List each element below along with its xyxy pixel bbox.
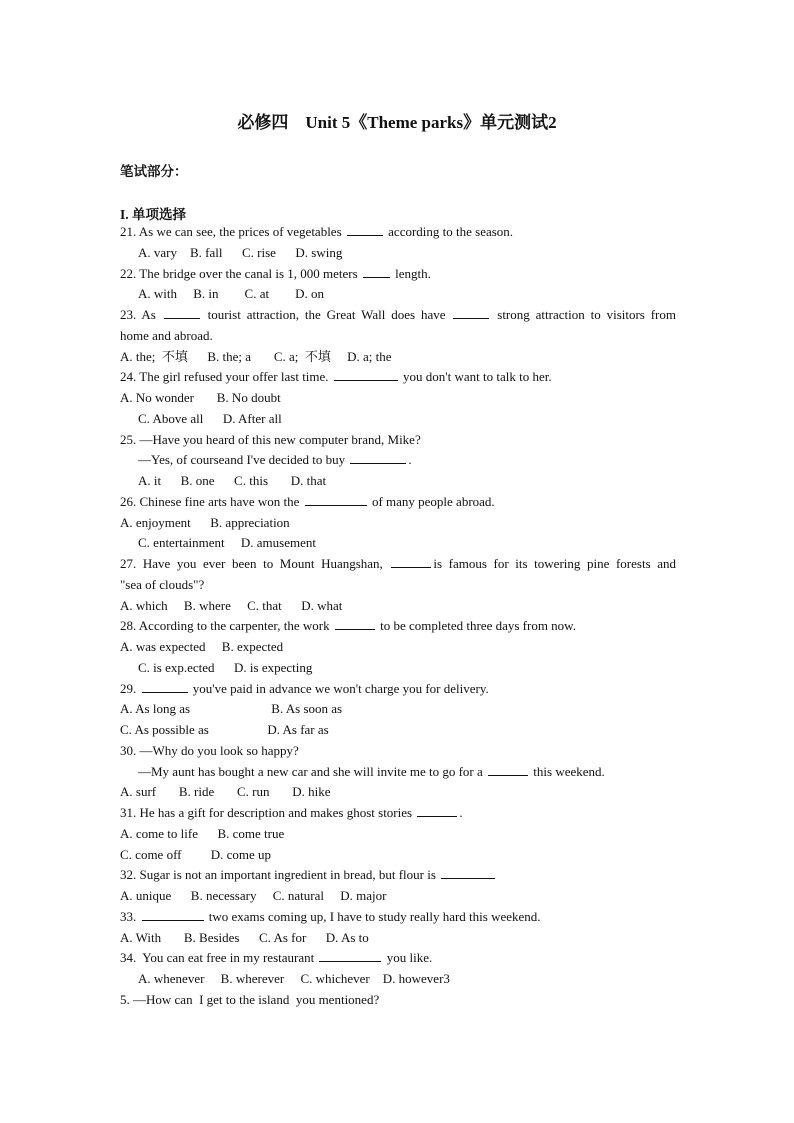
line-text: is famous for its towering pine forests and [433, 556, 677, 571]
option-line [120, 886, 676, 907]
answer-blank[interactable] [488, 763, 528, 776]
line-text: 25. —Have you heard of this new computer brand, Mike? [120, 431, 421, 447]
line-text: strong attraction to visitors from [491, 307, 677, 322]
question-line [120, 803, 676, 824]
line-text: 22. The bridge over the canal is 1, 000 meters [120, 265, 361, 281]
line-text: C. As possible as D. As far as [120, 722, 329, 737]
line-text: 32. Sugar is not an important ingredient in bread, but flour is [120, 867, 440, 883]
option-line [120, 575, 676, 596]
answer-blank[interactable] [142, 680, 188, 693]
answer-blank[interactable] [142, 908, 204, 921]
answer-blank[interactable] [335, 617, 375, 630]
answer-blank[interactable] [417, 804, 457, 817]
line-text: 26. Chinese fine arts have won the [120, 493, 303, 509]
question-list [120, 222, 676, 1011]
line-text: 23. As [120, 307, 162, 322]
line-text: tourist attraction, the Great Wall does have [201, 307, 452, 322]
question-line [120, 679, 676, 700]
question-line [120, 907, 676, 928]
line-text: A. No wonder B. No doubt [120, 390, 281, 405]
line-text: A. As long as B. As soon as [120, 701, 343, 717]
line-text: you don't want to talk to her. [399, 369, 552, 385]
question-line [120, 865, 676, 886]
line-text: you like. [383, 950, 433, 966]
line-text: A. was expected B. expected [120, 639, 284, 654]
line-text: according to the season. [384, 224, 514, 239]
section-heading: I. 单项选择 [120, 207, 187, 222]
answer-blank[interactable] [305, 493, 367, 506]
line-text: A. the; 不填 B. the; a C. a; 不填 D. a; the [120, 348, 392, 364]
answer-blank[interactable] [363, 265, 390, 278]
question-line [120, 264, 676, 285]
option-line [120, 824, 676, 845]
option-line [120, 969, 676, 990]
line-text: A. surf B. ride C. run D. hike [120, 784, 331, 800]
line-text: C. Above all D. After all [138, 410, 282, 426]
option-line [120, 928, 676, 949]
answer-blank[interactable] [453, 306, 489, 319]
written-part-heading: 笔试部分： [120, 164, 188, 179]
page-title: 必修四 Unit 5《Theme parks》单元测试2 [237, 113, 557, 132]
option-line [120, 471, 676, 492]
line-text: A. it B. one C. this D. that [138, 473, 327, 488]
line-text: 27. Have you ever been to Mount Huangshan, [120, 556, 390, 571]
option-line [120, 388, 676, 409]
line-text: 34. You can eat free in my restaurant [120, 950, 318, 966]
line-text: A. whenever B. wherever C. whichever D. however3 [138, 971, 450, 986]
line-text: C. is exp.ected D. is expecting [138, 659, 313, 675]
line-text: 24. The girl refused your offer last time. [120, 369, 332, 385]
answer-blank[interactable] [350, 451, 406, 464]
option-line [120, 658, 676, 679]
answer-blank[interactable] [334, 368, 398, 381]
line-text: 5. —How can I get to the island you mentioned? [120, 991, 380, 1007]
line-text: to be completed three days from now. [376, 618, 576, 634]
line-text: 30. —Why do you look so happy? [120, 742, 299, 758]
option-line [120, 409, 676, 430]
line-text: C. entertainment D. amusement [138, 535, 316, 551]
line-text: A. which B. where C. that D. what [120, 597, 343, 613]
question-line [120, 616, 676, 637]
line-text: —Yes, of courseand I've decided to buy [138, 452, 349, 468]
answer-blank[interactable] [319, 949, 381, 962]
question-line [120, 948, 676, 969]
line-text: of many people abroad. [368, 493, 495, 509]
option-line [120, 637, 676, 658]
option-line [120, 720, 676, 741]
line-text: 28. According to the carpenter, the work [120, 618, 333, 634]
line-text: this weekend. [530, 763, 605, 779]
line-text: A. unique B. necessary C. natural D. major [120, 888, 387, 903]
option-line [120, 326, 676, 347]
question-line [120, 741, 676, 762]
question-line [120, 430, 676, 451]
option-line [120, 243, 676, 264]
line-text: —My aunt has bought a new car and she will invite me to go for a [138, 763, 487, 779]
question-line [120, 762, 676, 783]
option-line [120, 782, 676, 803]
line-text: A. enjoyment B. appreciation [120, 514, 290, 530]
answer-blank[interactable] [164, 306, 200, 319]
question-line [120, 450, 676, 471]
option-line [120, 699, 676, 720]
question-line [120, 367, 676, 388]
question-line [120, 492, 676, 513]
answer-blank[interactable] [347, 223, 383, 236]
line-text: . [408, 452, 412, 468]
line-text: . [459, 805, 463, 820]
line-text: A. come to life B. come true [120, 825, 285, 841]
answer-blank[interactable] [441, 866, 495, 879]
line-text: 33. [120, 908, 140, 924]
option-line [120, 533, 676, 554]
line-text: you've paid in advance we won't charge you for delivery. [189, 680, 489, 696]
line-text: C. come off D. come up [120, 846, 272, 862]
line-text: 21. As we can see, the prices of vegetables [120, 224, 345, 239]
line-text: length. [391, 265, 431, 281]
line-text: home and abroad. [120, 327, 213, 343]
question-line [120, 554, 676, 575]
question-line [120, 990, 676, 1011]
line-text: A. vary B. fall C. rise D. swing [138, 244, 343, 260]
line-text: A. with B. in C. at D. on [138, 286, 324, 302]
option-line [120, 284, 676, 305]
question-line [120, 305, 676, 326]
option-line [120, 596, 676, 617]
option-line [120, 845, 676, 866]
answer-blank[interactable] [391, 555, 431, 568]
line-text: 29. [120, 680, 140, 696]
option-line [120, 347, 676, 368]
line-text: "sea of clouds"? [120, 576, 205, 592]
line-text: two exams coming up, I have to study really hard this weekend. [205, 908, 541, 924]
question-line [120, 222, 676, 243]
line-text: A. With B. Besides C. As for D. As to [120, 929, 369, 945]
option-line [120, 513, 676, 534]
line-text: 31. He has a gift for description and makes ghost stories [120, 805, 416, 820]
